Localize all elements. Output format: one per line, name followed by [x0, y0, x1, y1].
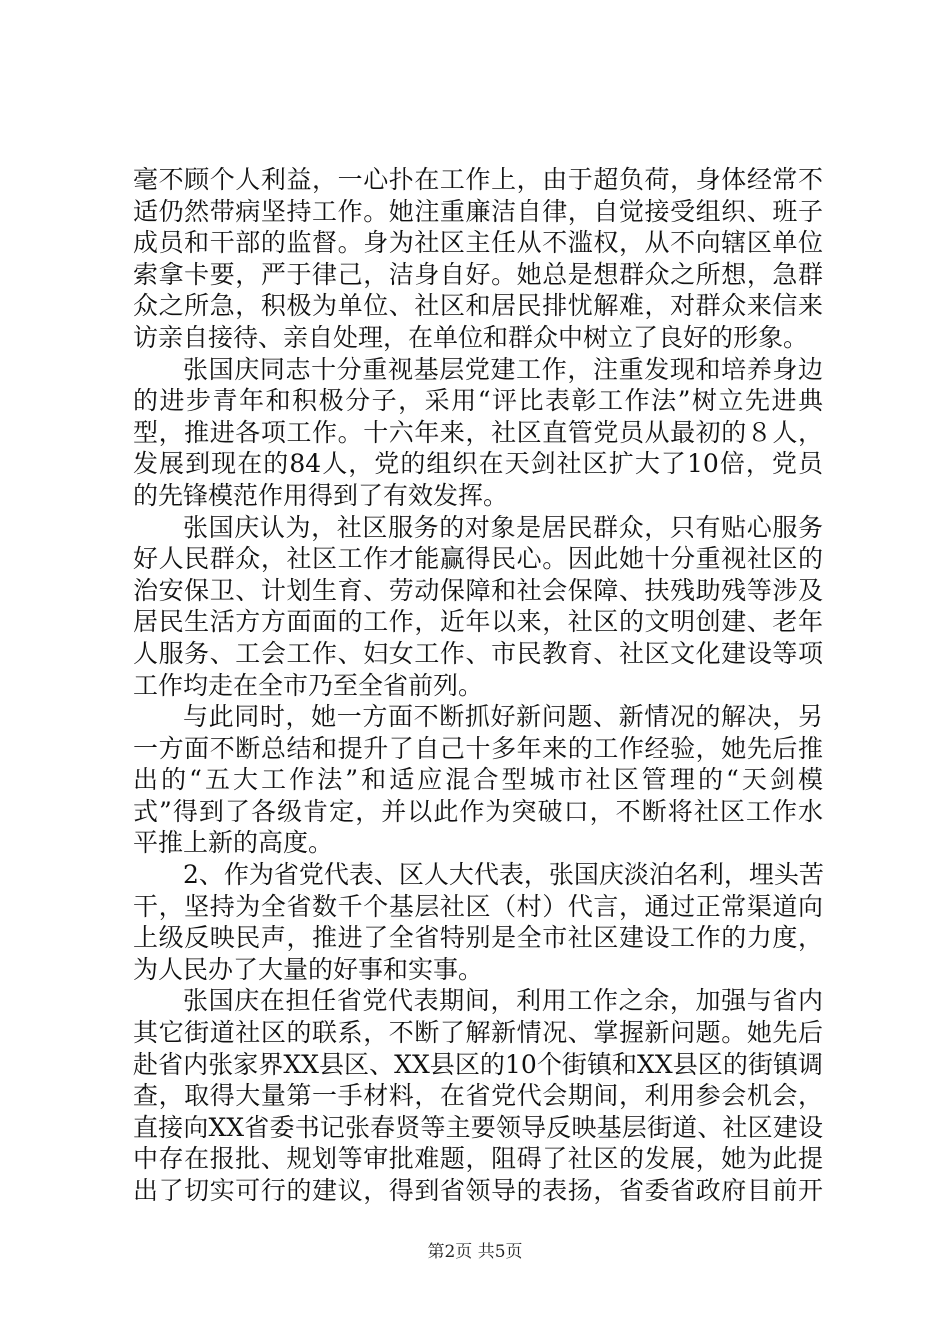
paragraph-first-line: 张国庆在担任省党代表期间，利用工作之余，加强与省内 — [183, 986, 823, 1016]
text-line: 人服务、工会工作、妇女工作、市民教育、社区文化建设等项 — [133, 638, 823, 668]
text-line: 成员和干部的监督。身为社区主任从不滥权，从不向辖区单位 — [133, 228, 823, 258]
text-line: 居民生活方方面面的工作，近年以来，社区的文明创建、老年 — [133, 607, 823, 637]
text-line: 索拿卡要，严于律己，洁身自好。她总是想群众之所想，急群 — [133, 259, 823, 289]
text-line: 干，坚持为全省数千个基层社区（村）代言，通过正常渠道向 — [133, 891, 823, 921]
text-line: 为人民办了大量的好事和实事。 — [133, 954, 484, 984]
page-number-footer: 第2页 共5页 — [427, 1242, 523, 1262]
text-line: 治安保卫、计划生育、劳动保障和社会保障、扶残助残等涉及 — [133, 575, 823, 605]
paragraph-first-line: 与此同时，她一方面不断抓好新问题、新情况的解决，另 — [183, 702, 823, 732]
text-line: 式”得到了各级肯定，并以此作为突破口，不断将社区工作水 — [133, 796, 823, 826]
text-line: 访亲自接待、亲自处理，在单位和群众中树立了良好的形象。 — [133, 322, 809, 352]
text-line: 平推上新的高度。 — [133, 828, 334, 858]
paragraph-first-line: 张国庆认为，社区服务的对象是居民群众，只有贴心服务 — [183, 512, 823, 542]
paragraph-first-line: 2、作为省党代表、区人大代表，张国庆淡泊名利，埋头苦 — [183, 860, 824, 890]
text-line: 的进步青年和积极分子，采用“评比表彰工作法”树立先进典 — [133, 386, 823, 416]
text-line: 出了切实可行的建议，得到省领导的表扬，省委省政府目前开 — [133, 1176, 823, 1205]
text-line: 毫不顾个人利益，一心扑在工作上，由于超负荷，身体经常不 — [133, 165, 823, 194]
text-line: 工作均走在全市乃至全省前列。 — [133, 670, 484, 700]
paragraph-first-line: 张国庆同志十分重视基层党建工作，注重发现和培养身边 — [183, 354, 823, 384]
text-line: 好人民群众，社区工作才能赢得民心。因此她十分重视社区的 — [133, 544, 823, 574]
text-line: 赴省内张家界XX县区、XX县区的10个街镇和XX县区的街镇调 — [133, 1049, 823, 1079]
text-line: 型，推进各项工作。十六年来，社区直管党员从最初的８人， — [133, 417, 823, 447]
text-line: 一方面不断总结和提升了自己十多年来的工作经验，她先后推 — [133, 733, 823, 763]
text-line: 众之所急，积极为单位、社区和居民排忧解难，对群众来信来 — [133, 291, 823, 321]
text-line: 其它街道社区的联系，不断了解新情况、掌握新问题。她先后 — [133, 1018, 823, 1048]
text-line: 发展到现在的84人，党的组织在天剑社区扩大了10倍，党员 — [133, 449, 823, 479]
text-line: 直接向XX省委书记张春贤等主要领导反映基层街道、社区建设 — [133, 1112, 823, 1142]
text-line: 的先锋模范作用得到了有效发挥。 — [133, 480, 509, 510]
text-line: 中存在报批、规划等审批难题，阻碍了社区的发展，她为此提 — [133, 1144, 823, 1174]
document-body — [133, 164, 823, 1207]
text-line: 适仍然带病坚持工作。她注重廉洁自律，自觉接受组织、班子 — [133, 196, 823, 226]
text-line: 出的“五大工作法”和适应混合型城市社区管理的“天剑模 — [133, 765, 823, 795]
text-line: 上级反映民声，推进了全省特别是全市社区建设工作的力度， — [133, 923, 823, 953]
text-line: 查，取得大量第一手材料，在省党代会期间，利用参会机会， — [133, 1081, 823, 1111]
